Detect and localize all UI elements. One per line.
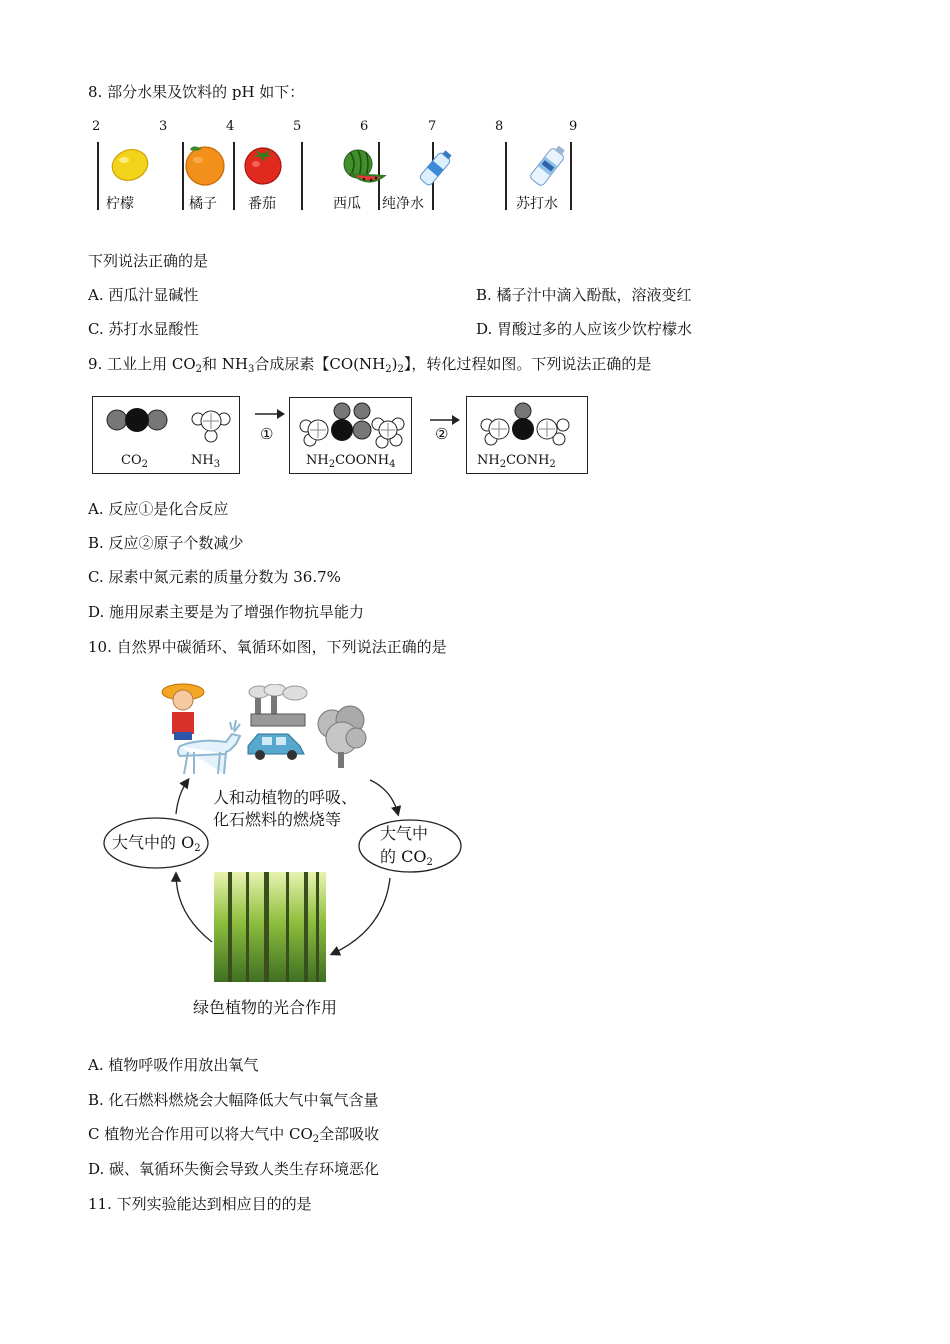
- orange-icon: [182, 140, 228, 188]
- q10-option-b: B. 化石燃料燃烧会大幅降低大气中氧气含量: [88, 1091, 379, 1109]
- fruit-label: 西瓜: [333, 196, 361, 212]
- lemon-icon: [108, 142, 152, 186]
- watermelon-icon: [338, 146, 388, 188]
- q9-option-c: C. 尿素中氮元素的质量分数为 36.7%: [88, 568, 341, 586]
- ph-marker-line: [97, 142, 99, 210]
- product-box: [466, 396, 588, 474]
- ph-marker-line: [301, 142, 303, 210]
- ph-number: 7: [428, 119, 437, 134]
- o2-label: 大气中的 $O_2$: [112, 833, 201, 854]
- co2-atmosphere-label: 大气中: [380, 824, 429, 843]
- ph-number: 3: [159, 119, 168, 134]
- soda-bottle-icon: [522, 142, 572, 192]
- ph-marker-line: [233, 142, 235, 210]
- q10-option-a: A. 植物呼吸作用放出氧气: [88, 1056, 259, 1074]
- intermediate-box: [289, 397, 412, 474]
- ph-number: 9: [569, 119, 578, 134]
- q8-option-c: C. 苏打水显酸性: [88, 320, 199, 338]
- q10-option-d: D. 碳、氧循环失衡会导致人类生存环境恶化: [88, 1160, 380, 1178]
- q8-option-d: D. 胃酸过多的人应该少饮柠檬水: [476, 320, 693, 338]
- deer-icon: [170, 718, 250, 778]
- urea-molecule-icon: [479, 401, 577, 449]
- co2-label: $CO_2$: [121, 453, 148, 470]
- respiration-combustion-label-2: 化石燃料的燃烧等: [213, 810, 342, 829]
- reactants-box: [92, 396, 240, 474]
- co2-molecule-icon: [105, 407, 169, 433]
- water-bottle-icon: [412, 146, 458, 192]
- ph-number: 6: [360, 119, 369, 134]
- fruit-label: 纯净水: [382, 196, 424, 212]
- fruit-label: 番茄: [248, 196, 276, 212]
- ph-number: 4: [226, 119, 235, 134]
- nh3-label: $NH_3$: [191, 453, 221, 470]
- ph-marker-line: [505, 142, 507, 210]
- tree-icon: [312, 700, 372, 770]
- q8-option-b: B. 橘子汁中滴入酚酞，溶液变红: [476, 286, 692, 304]
- factory-icon: [245, 684, 311, 728]
- q9-option-d: D. 施用尿素主要是为了增强作物抗旱能力: [88, 603, 365, 621]
- nh2coonh4-label: $NH_2COONH_4$: [306, 453, 396, 470]
- photosynthesis-label: 绿色植物的光合作用: [193, 998, 338, 1017]
- co2-atmosphere-label-2: 的 $CO_2$: [380, 847, 433, 868]
- ph-number: 5: [293, 119, 302, 134]
- nh2coonh4-molecule-icon: [298, 402, 406, 450]
- step-1-label: ①: [260, 425, 274, 443]
- q8-question: 下列说法正确的是: [88, 252, 209, 270]
- forest-photo: [214, 872, 326, 982]
- q9-option-a: A. 反应①是化合反应: [88, 500, 229, 518]
- q9-title: 9. 工业上用 $CO_2$和 $NH_3$合成尿素【$CO(NH_2)_2$】，转化过程如图。下列说法正确的是: [88, 355, 652, 375]
- q10-title: 10. 自然界中碳循环、氧循环如图，下列说法正确的是: [88, 638, 447, 656]
- fruit-label: 橘子: [189, 196, 217, 212]
- ph-number: 8: [495, 119, 504, 134]
- urea-label: $NH_2CONH_2$: [477, 453, 556, 470]
- tomato-icon: [241, 142, 285, 186]
- arrow-right-icon: [255, 408, 285, 420]
- nh3-molecule-icon: [189, 405, 233, 445]
- q8-title: 8. 部分水果及饮料的 pH 如下：: [88, 83, 305, 101]
- respiration-combustion-label: 人和动植物的呼吸、: [213, 788, 358, 807]
- q10-option-c: C 植物光合作用可以将大气中 $CO_2$全部吸收: [88, 1125, 380, 1145]
- q8-option-a: A. 西瓜汁显碱性: [88, 286, 199, 304]
- car-icon: [244, 724, 308, 762]
- q9-option-b: B. 反应②原子个数减少: [88, 534, 244, 552]
- fruit-label: 柠檬: [106, 196, 134, 212]
- ph-number: 2: [92, 119, 101, 134]
- fruit-label: 苏打水: [516, 196, 558, 212]
- q11-title: 11. 下列实验能达到相应目的的是: [88, 1195, 312, 1213]
- step-2-label: ②: [435, 425, 449, 443]
